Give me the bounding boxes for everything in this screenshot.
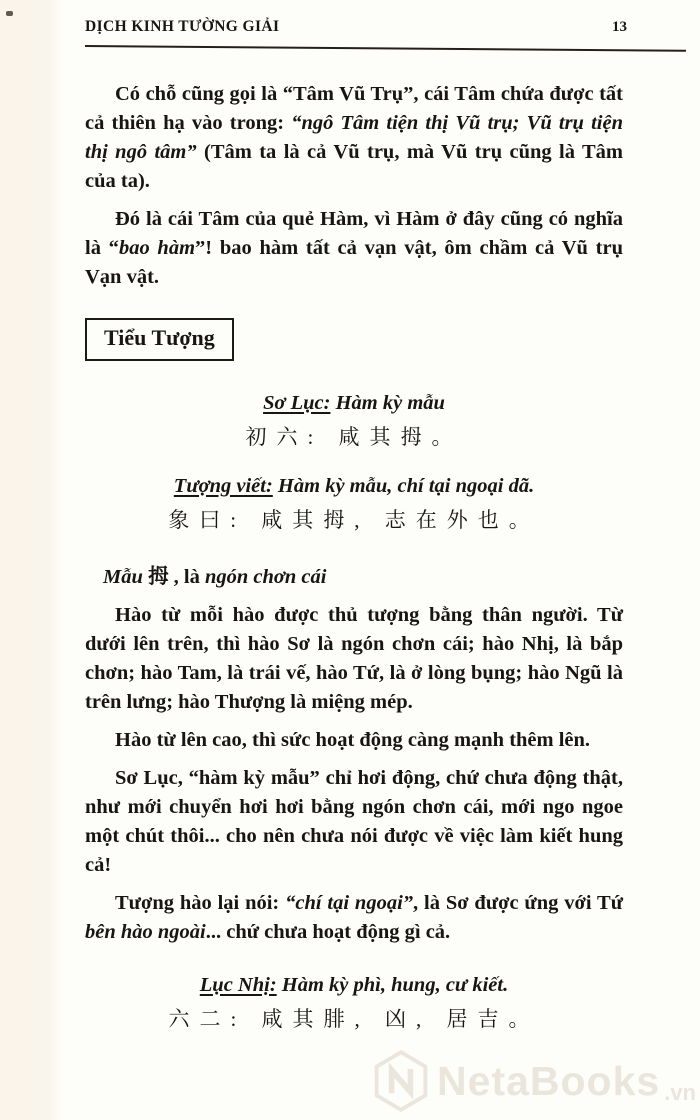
paragraph-so-luc-chi-hoi-dong: Sơ Lục, “hàm kỳ mẫu” chỉ hơi động, chứ chưa động thật, như mới chuyển hơi hơi bằng ngón chơn cái, mới ngo ngoe một chút thôi... cho nên chưa nói được về việc làm kiết hung cả!: [85, 766, 623, 876]
paragraph-tuong-hao-lai-noi: Tượng hào lại nói: “chí tại ngoại”, là Sơ được ứng với Tứ bên hào ngoài... chứ chưa hoạt động gì cả.: [85, 891, 623, 943]
netabooks-hexagon-n-icon: [373, 1050, 429, 1112]
chinese-line-tuong-viet: 象曰: 咸其拇, 志在外也。: [168, 507, 540, 532]
chinese-line-so-luc: 初六: 咸其拇。: [245, 424, 463, 449]
watermark-brand: NetaBooks: [437, 1057, 661, 1104]
verse-luc-nhi: Lục Nhị: Hàm kỳ phì, hung, cư kiết.: [199, 973, 509, 996]
running-header: [85, 18, 685, 36]
paragraph-tam-vu-tru: Có chỗ cũng gọi là “Tâm Vũ Trụ”, cái Tâm chứa được tất cả thiên hạ vào trong: “ngô Tâm tiện thị Vũ trụ; Vũ trụ tiện thị ngô tâm” (Tâm ta là cả Vũ trụ, mà Vũ trụ cũng là Tâm của ta).: [85, 83, 623, 192]
netabooks-watermark: [373, 1050, 696, 1112]
scan-artifact-speck: [6, 11, 13, 16]
paragraph-hao-tu-moi-hao: Hào từ mỗi hào được thủ tượng bằng thân người. Từ dưới lên trên, thì hào Sơ là ngón chơn cái; hào Nhị, là bắp chơn; hào Tam, là trái vế, hào Tứ, là ở lòng bụng; hào Ngũ là trên lưng; hào Thượng là miệng mép.: [85, 603, 623, 713]
watermark-tld: .vn: [664, 1080, 696, 1105]
page-edge-shading: [0, 0, 62, 1120]
paragraph-que-ham: Đó là cái Tâm của quẻ Hàm, vì Hàm ở đây cũng có nghĩa là “bao hàm”! bao hàm tất cả vạn vật, ôm chầm cả Vũ trụ Vạn vật.: [85, 208, 623, 288]
chinese-line-luc-nhi: 六二: 咸其腓, 凶, 居吉。: [168, 1006, 540, 1031]
running-header-title: DỊCH KINH TƯỜNG GIẢI: [85, 18, 280, 35]
verse-so-luc: Sơ Lục: Hàm kỳ mẫu: [263, 391, 445, 414]
page-number: 13: [612, 19, 627, 35]
section-heading-label: Tiểu Tượng: [104, 325, 215, 350]
verse-tuong-viet: Tượng viết: Hàm kỳ mẫu, chí tại ngoại dã.: [173, 474, 535, 497]
section-heading-box: [85, 318, 234, 361]
paragraph-hao-tu-len-cao: Hào từ lên cao, thì sức hoạt động càng mạnh thêm lên.: [115, 728, 591, 751]
page-body: [85, 46, 623, 1034]
definition-line-mau: Mẫu 拇 , là ngón chơn cái: [103, 565, 327, 588]
